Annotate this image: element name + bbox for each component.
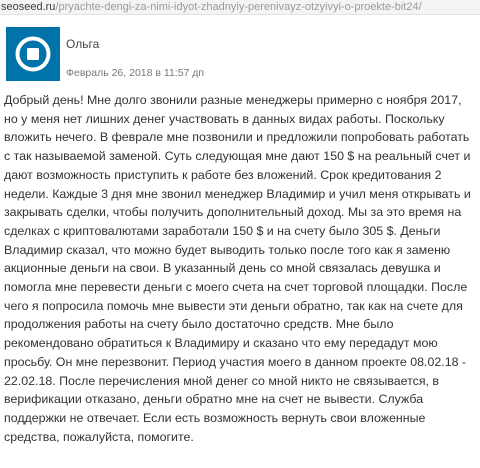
address-bar[interactable] xyxy=(0,0,480,15)
url-path: /pryachte-dengi-za-nimi-idyot-zhadnyiy-perenivayz-otzyivyi-o-proekte-bit24/ xyxy=(55,1,422,13)
avatar xyxy=(6,27,60,81)
comment-author: Ольга xyxy=(66,37,100,51)
comment-date[interactable]: Февраль 26, 2018 в 11:57 дп xyxy=(66,67,205,79)
comment-text: Добрый день! Мне долго звонили разные менеджеры примерно с ноября 2017, но у меня нет лишних денег участвовать в данных видах работы. Поскольку вложить нечего. В феврале мне позвонили и предложили попробовать работать с так называемой заменой. Суть следующая мне дают 150 $ на реальный счет и дают возможность приступить к работе без вложений. Срок кредитования 2 недели. Каждые 3 дня мне звонил менеджер Владимир и учил меня открывать и закрывать сделки, чтобы получить дополнительный доход. Мы за это время на сделках с криптовалютами заработали 150 $ и на счету было 305 $. Деньги Владимир сказал, что можно будет выводить только после того как я заменю акционные деньги на свои. В указанный день со мной связалась девушка и помогла мне перевести деньги с моего счета на счет торговой площадки. После чего я попросила помочь мне вывести эти деньги обратно, так как на счете для продолжения работы на счету было достаточно средств. Мне было рекомендовано обратиться к Владимиру и сказано что ему передадут мою просьбу. Он мне перезвонит. Период участия моего в данном проекте 08.02.18 - 22.02.18. После перечисления мной денег со мной никто не связывается, в верификации отказано, деньги обратно мне на счет не вывести. Служба поддержки не отвечает. Если есть возможность вернуть свои вложенные средства, пожалуйста, помогите. xyxy=(4,93,471,444)
wordpress-logo-icon xyxy=(13,34,53,74)
url-domain: seoseed.ru xyxy=(1,1,56,13)
